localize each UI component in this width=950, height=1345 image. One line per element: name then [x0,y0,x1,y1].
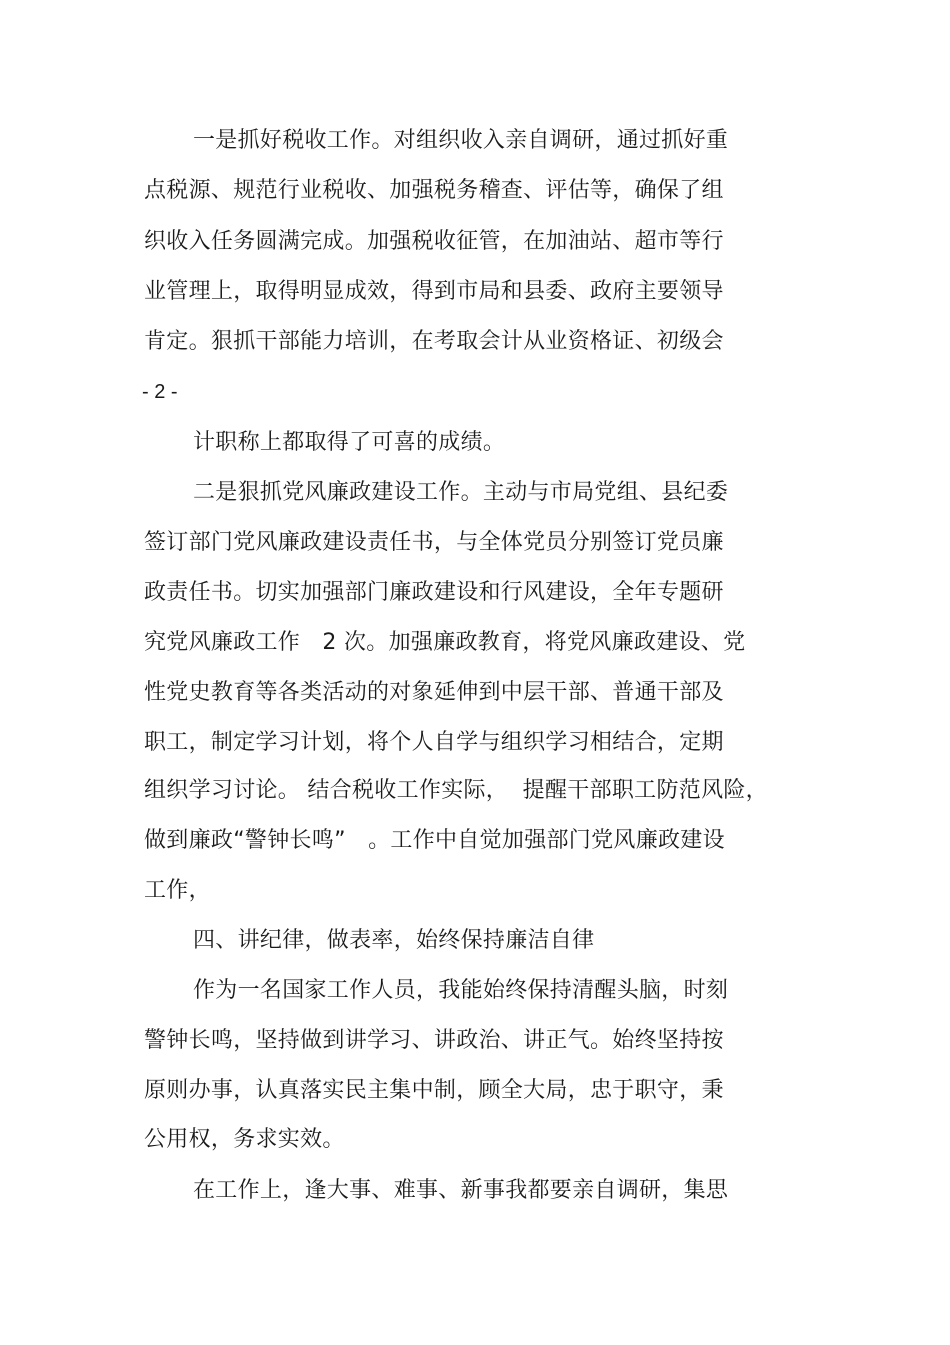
text-line: 一是抓好税收工作。对组织收入亲自调研，通过抓好重 [193,128,729,153]
text-line: 政责任书。切实加强部门廉政建设和行风建设，全年专题研 [144,580,724,605]
text-line: 业管理上，取得明显成效，得到市局和县委、政府主要领导 [144,279,724,304]
text-line: 警钟长鸣，坚持做到讲学习、讲政治、讲正气。始终坚持按 [144,1028,724,1053]
text-line: 原则办事，认真落实民主集中制，顾全大局，忠于职守，秉 [144,1078,724,1103]
text-line: 点税源、规范行业税收、加强税务稽查、评估等，确保了组 [144,178,724,203]
text-line: 计职称上都取得了可喜的成绩。 [193,430,506,455]
text-line: 肯定。狠抓干部能力培训，在考取会计从业资格证、初级会 [144,329,724,354]
section-heading: 四、讲纪律，做表率，始终保持廉洁自律 [193,928,595,953]
text-line: 工作， [144,878,211,903]
text-line: 职工，制定学习计划，将个人自学与组织学习相结合，定期 [144,730,724,755]
text-line: 织收入任务圆满完成。加强税收征管，在加油站、超市等行 [144,229,724,254]
text-line: 二是狠抓党风廉政建设工作。主动与市局党组、县纪委 [193,480,729,505]
text-line: 在工作上，逢大事、难事、新事我都要亲自调研，集思 [193,1178,729,1203]
text-line: 签订部门党风廉政建设责任书，与全体党员分别签订党员廉 [144,530,724,555]
text-line: 组织学习讨论。 结合税收工作实际， 提醒干部职工防范风险， [144,778,768,803]
text-line: 公用权，务求实效。 [144,1127,345,1152]
page-number: - 2 - [142,381,178,403]
text-line: 做到廉政“警钟长鸣” 。工作中自觉加强部门党风廉政建设 [144,828,725,853]
text-line: 究党风廉政工作 2 次。加强廉政教育，将党风廉政建设、党 [144,630,746,655]
text-line: 性党史教育等各类活动的对象延伸到中层干部、普通干部及 [144,680,724,705]
text-line: 作为一名国家工作人员，我能始终保持清醒头脑，时刻 [193,978,729,1003]
